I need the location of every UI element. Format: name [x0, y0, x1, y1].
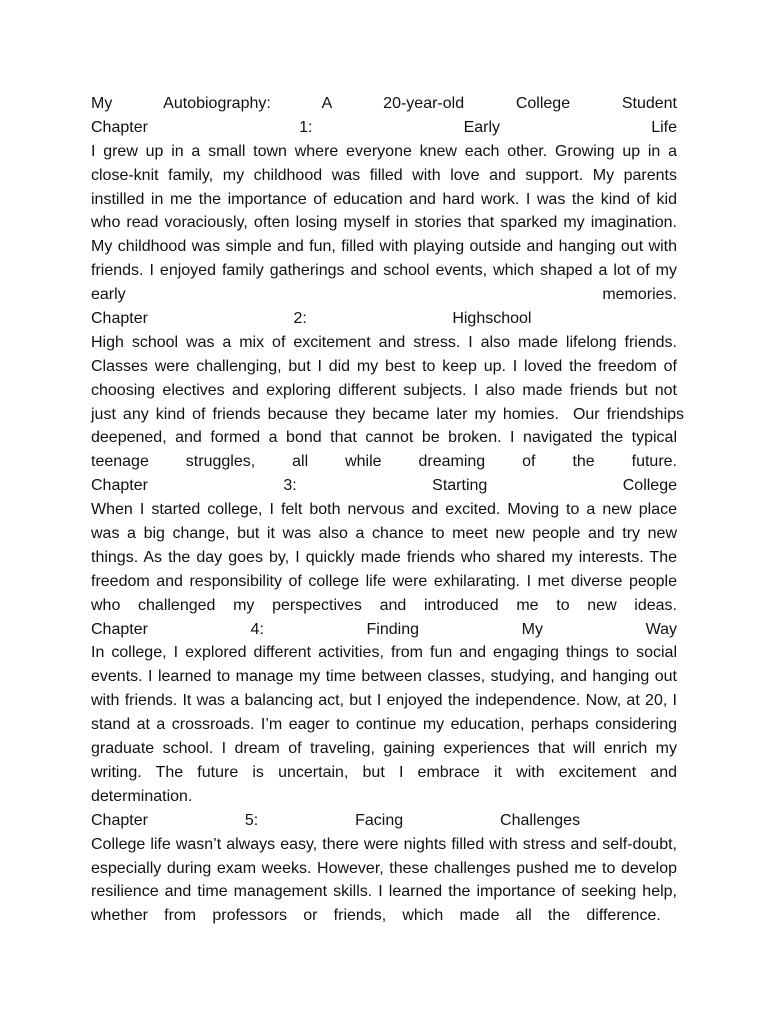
text-line: who challenged my perspectives and introduced me to new ideas.: [91, 596, 677, 614]
text-line: My childhood was simple and fun, filled with playing outside and hanging out with: [91, 238, 677, 256]
text-line: Chapter 5: Facing Challenges: [91, 811, 677, 829]
text-line: Chapter 3: Starting College: [91, 477, 677, 495]
text-line: I grew up in a small town where everyone knew each other. Growing up in a: [91, 142, 677, 160]
text-line: writing. The future is uncertain, but I embrace it with excitement and: [91, 763, 677, 781]
text-line: Chapter 2: Highschool: [91, 310, 677, 328]
text-line: My Autobiography: A 20-year-old College Student: [91, 95, 677, 112]
text-line: who read voraciously, often losing myself in stories that sparked my imagination.: [91, 214, 677, 232]
text-line: with friends. It was a balancing act, but I enjoyed the independence. Now, at 20, I: [91, 692, 677, 710]
text-line: just any kind of friends because they became later my homies. Our friendships: [91, 405, 685, 423]
text-line: whether from professors or friends, which made all the difference.: [91, 907, 677, 925]
text-line: determination.: [91, 787, 193, 805]
text-line: was a big change, but it was also a chance to meet new people and try new: [91, 525, 677, 543]
text-line: choosing electives and exploring different subjects. I also made friends but not: [91, 381, 677, 399]
text-line: College life wasn’t always easy, there were nights filled with stress and self-doubt,: [91, 835, 677, 853]
text-line: graduate school. I dream of traveling, gaining experiences that will enrich my: [91, 740, 677, 758]
text-line: In college, I explored different activities, from fun and engaging things to social: [91, 644, 677, 662]
text-line: events. I learned to manage my time between classes, studying, and hanging out: [91, 668, 677, 686]
text-line: deepened, and formed a bond that cannot be broken. I navigated the typical: [91, 429, 677, 447]
text-line: teenage struggles, all while dreaming of the future.: [91, 453, 677, 471]
text-line: Chapter 4: Finding My Way: [91, 620, 677, 638]
text-line: friends. I enjoyed family gatherings and school events, which shaped a lot of my: [91, 262, 677, 280]
text-line: early memories.: [91, 286, 677, 304]
text-line: freedom and responsibility of college life were exhilarating. I met diverse people: [91, 572, 677, 590]
text-line: instilled in me the importance of education and hard work. I was the kind of kid: [91, 190, 677, 208]
text-line: resilience and time management skills. I learned the importance of seeking help,: [91, 883, 677, 901]
text-line: Chapter 1: Early Life: [91, 118, 677, 136]
document-page: [91, 92, 685, 928]
text-line: especially during exam weeks. However, these challenges pushed me to develop: [91, 859, 677, 877]
text-line: stand at a crossroads. I’m eager to continue my education, perhaps considering: [91, 716, 677, 734]
text-line: When I started college, I felt both nervous and excited. Moving to a new place: [91, 501, 677, 519]
text-line: Classes were challenging, but I did my best to keep up. I loved the freedom of: [91, 357, 677, 375]
text-line: close-knit family, my childhood was filled with love and support. My parents: [91, 166, 677, 184]
text-line: things. As the day goes by, I quickly made friends who shared my interests. The: [91, 548, 677, 566]
text-line: High school was a mix of excitement and stress. I also made lifelong friends.: [91, 333, 677, 351]
